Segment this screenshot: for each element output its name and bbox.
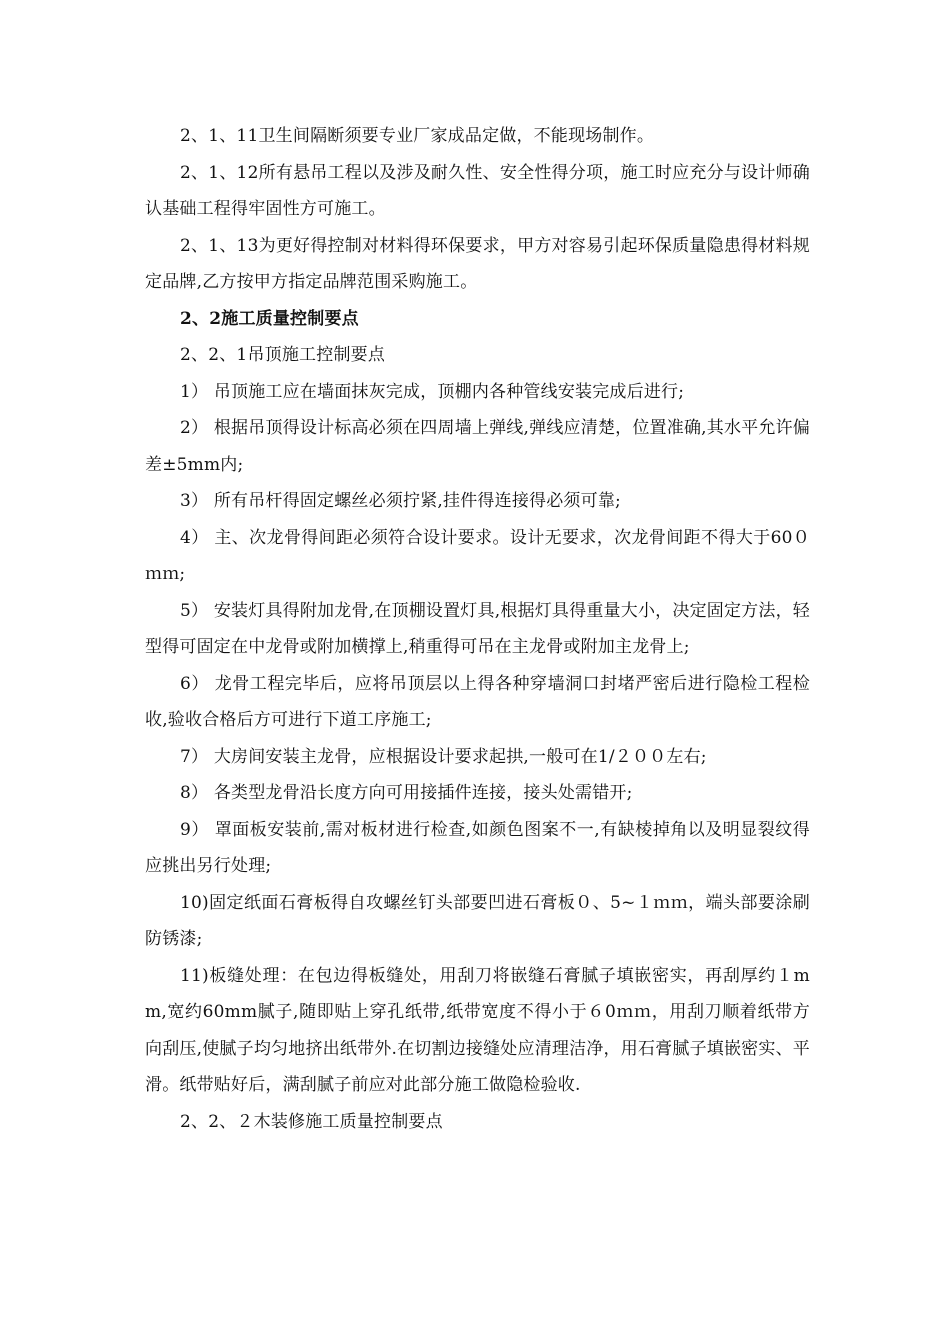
list-item-4: 4） 主、次龙骨得间距必须符合设计要求。设计无要求，次龙骨间距不得大于60０ｍｍ; (145, 527, 810, 584)
subsection-heading-2-2-1: 2、2、1吊顶施工控制要点 (180, 345, 386, 365)
list-item-7: 7） 大房间安装主龙骨，应根据设计要求起拱,一般可在1/２００左右; (180, 746, 707, 767)
list-item-1: 1） 吊顶施工应在墙面抹灰完成，顶棚内各种管线安装完成后进行; (180, 381, 685, 402)
list-item-9: 9） 罩面板安装前,需对板材进行检查,如颜色图案不一,有缺棱掉角以及明显裂纹得应挑出另行处理; (145, 819, 810, 876)
subsection-heading-2-2-2: 2、2、２木装修施工质量控制要点 (180, 1111, 443, 1132)
list-item-3: 3） 所有吊杆得固定螺丝必须拧紧,挂件得连接得必须可靠; (180, 491, 621, 511)
section-heading-2-2: 2、2施工质量控制要点 (180, 308, 359, 329)
paragraph-2-1-11: 2、1、11卫生间隔断须要专业厂家成品定做，不能现场制作。 (180, 126, 655, 146)
paragraph-2-1-12: 2、1、12所有悬吊工程以及涉及耐久性、安全性得分项，施工时应充分与设计师确认基础工程得牢固性方可施工。 (145, 162, 810, 219)
list-item-11: 11)板缝处理：在包边得板缝处，用刮刀将嵌缝石膏腻子填嵌密实，再刮厚约１mm,宽约60mm腻子,随即贴上穿孔纸带,纸带宽度不得小于６0ｍｍ，用刮刀顺着纸带方向刮压,使腻子均匀地挤出纸带外.在切割边接缝处应清理洁净，用石膏腻子填嵌密实、平滑。纸带贴好后，满刮腻子前应对此部分施工做隐检验收. (145, 965, 810, 1095)
list-item-6: 6） 龙骨工程完毕后，应将吊顶层以上得各种穿墙洞口封堵严密后进行隐检工程检收,验收合格后方可进行下道工序施工; (145, 673, 810, 730)
document-body (145, 118, 810, 1140)
list-item-10: 10)固定纸面石膏板得自攻螺丝钉头部要凹进石膏板０、5~１ｍｍ，端头部要涂刷防锈漆; (145, 892, 810, 949)
list-item-2: 2） 根据吊顶得设计标高必须在四周墙上弹线,弹线应清楚，位置准确,其水平允许偏差±5mm内; (145, 418, 810, 475)
list-item-5: 5） 安装灯具得附加龙骨,在顶棚设置灯具,根据灯具得重量大小，决定固定方法，轻型得可固定在中龙骨或附加横撑上,稍重得可吊在主龙骨或附加主龙骨上; (145, 600, 810, 657)
paragraph-2-1-13: 2、1、13为更好得控制对材料得环保要求，甲方对容易引起环保质量隐患得材料规定品牌,乙方按甲方指定品牌范围采购施工。 (145, 235, 810, 292)
list-item-8: 8） 各类型龙骨沿长度方向可用接插件连接，接头处需错开; (180, 783, 633, 803)
